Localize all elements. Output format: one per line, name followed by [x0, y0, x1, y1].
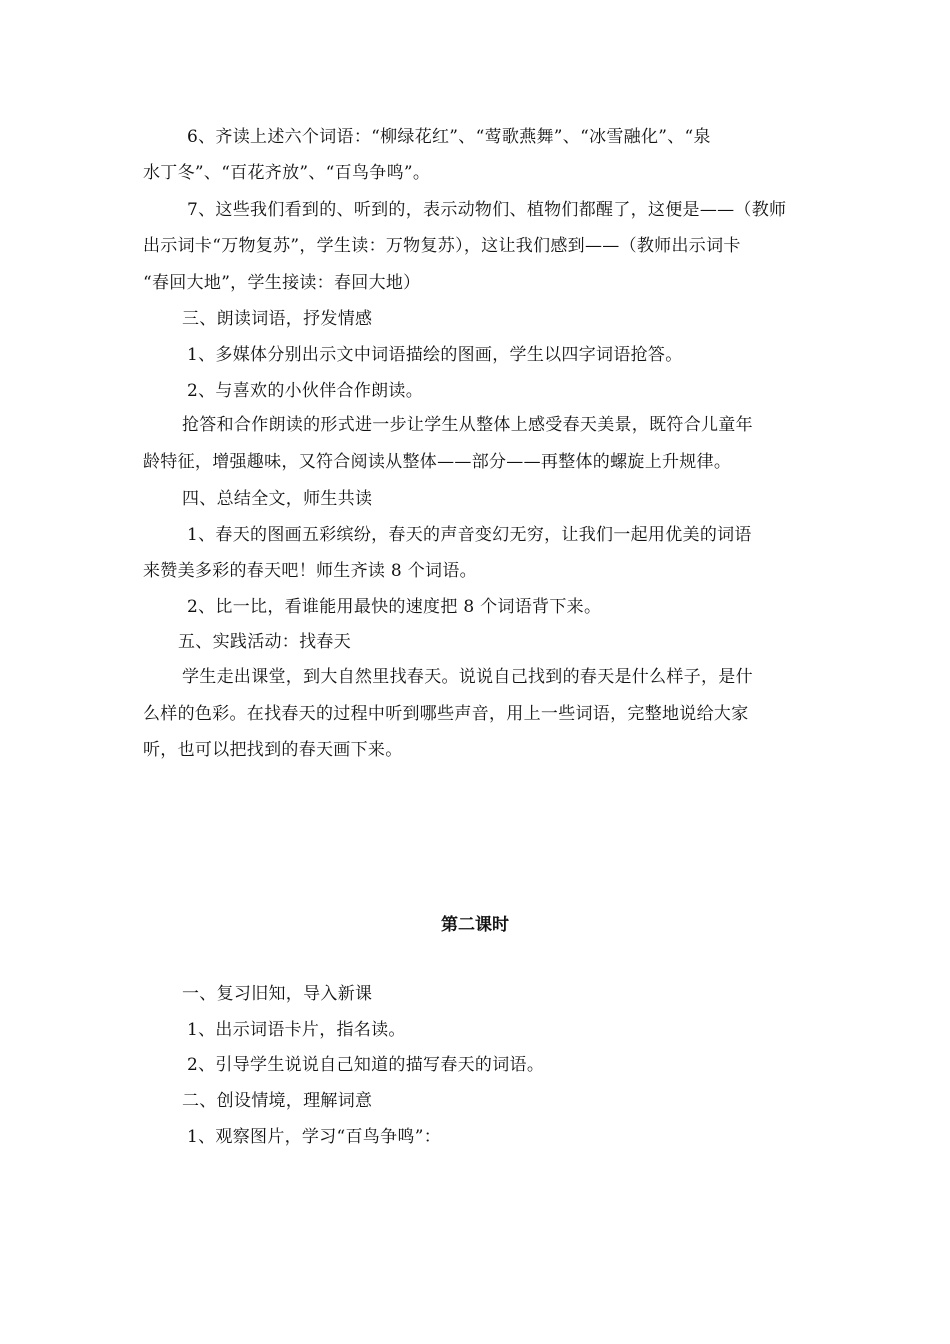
item-7-line-3: “春回大地”，学生接读：春回大地） — [143, 273, 421, 293]
section-5-heading: 五、实践活动：找春天 — [178, 632, 351, 652]
item-6-line-2: 水丁冬”、“百花齐放”、“百鸟争鸣”。 — [143, 163, 431, 183]
section-5-text-line-2: 么样的色彩。在找春天的过程中听到哪些声音，用上一些词语，完整地说给大家 — [143, 704, 749, 724]
lesson-2-section-2-heading: 二、创设情境，理解词意 — [182, 1091, 373, 1111]
section-3-note-line-1: 抢答和合作朗读的形式进一步让学生从整体上感受春天美景，既符合儿童年 — [182, 415, 753, 435]
section-5-text-line-1: 学生走出课堂，到大自然里找春天。说说自己找到的春天是什么样子，是什 — [182, 667, 753, 687]
lesson-2-section-2-item-1: 1、观察图片，学习“百鸟争鸣”： — [187, 1127, 441, 1147]
item-6-line-1: 6、齐读上述六个词语：“柳绿花红”、“莺歌燕舞”、“冰雪融化”、“泉 — [187, 127, 711, 147]
section-4-item-1-line-1: 1、春天的图画五彩缤纷，春天的声音变幻无穷，让我们一起用优美的词语 — [187, 525, 752, 545]
section-3-heading: 三、朗读词语，抒发情感 — [182, 309, 373, 329]
item-7-line-1: 7、这些我们看到的、听到的，表示动物们、植物们都醒了，这便是——（教师 — [187, 200, 787, 220]
section-5-text-line-3: 听，也可以把找到的春天画下来。 — [143, 740, 403, 760]
section-4-heading: 四、总结全文，师生共读 — [182, 489, 373, 509]
section-3-note-line-2: 龄特征，增强趣味，又符合阅读从整体——部分——再整体的螺旋上升规律。 — [143, 452, 732, 472]
section-4-item-1-line-2: 来赞美多彩的春天吧！师生齐读 8 个词语。 — [143, 561, 477, 581]
item-7-line-2: 出示词卡“万物复苏”，学生读：万物复苏），这让我们感到——（教师出示词卡 — [143, 236, 741, 256]
lesson-2-section-1-item-2: 2、引导学生说说自己知道的描写春天的词语。 — [187, 1055, 545, 1075]
section-4-item-2: 2、比一比，看谁能用最快的速度把 8 个词语背下来。 — [187, 597, 602, 617]
lesson-2-section-1-item-1: 1、出示词语卡片，指名读。 — [187, 1020, 406, 1040]
section-3-item-2: 2、与喜欢的小伙伴合作朗读。 — [187, 381, 424, 401]
section-3-item-1: 1、多媒体分别出示文中词语描绘的图画，学生以四字词语抢答。 — [187, 345, 683, 365]
lesson-2-title: 第二课时 — [441, 915, 509, 935]
lesson-2-section-1-heading: 一、复习旧知，导入新课 — [182, 984, 373, 1004]
